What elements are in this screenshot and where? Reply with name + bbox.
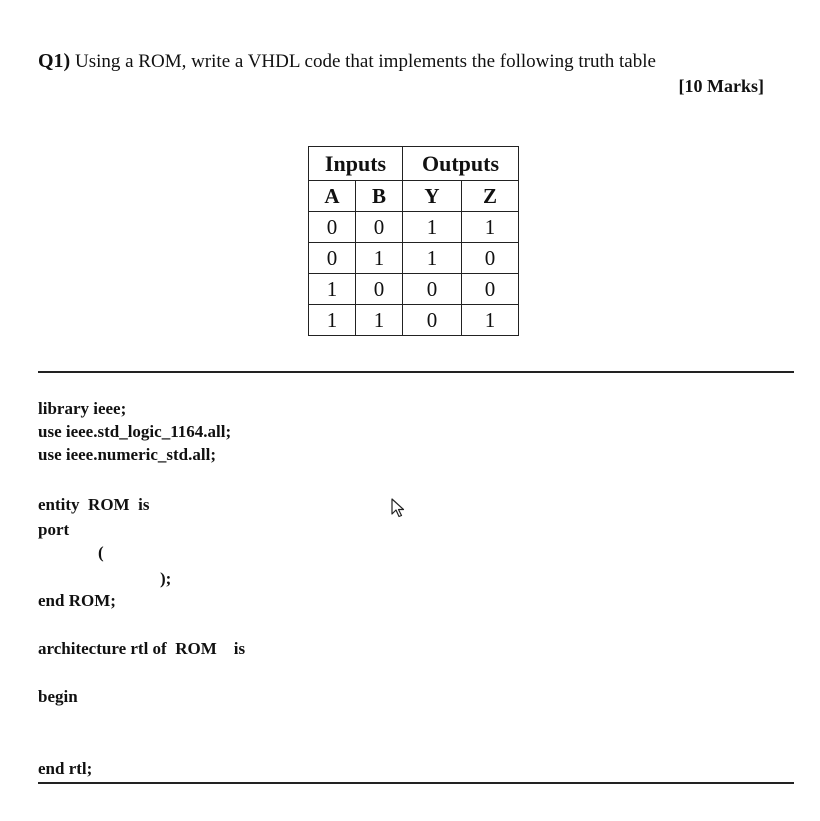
- table-cell: 1: [309, 305, 356, 336]
- truth-table-column-header-row: [309, 181, 519, 212]
- table-cell: 0: [309, 212, 356, 243]
- code-entity-line: entity ROM is: [38, 495, 150, 514]
- question-text: Using a ROM, write a VHDL code that implements the following truth table: [70, 51, 656, 72]
- section-divider-top: [38, 371, 794, 373]
- column-header-z: Z: [462, 181, 519, 212]
- code-close-paren: );: [160, 569, 172, 588]
- code-architecture-line: architecture rtl of ROM is: [38, 639, 246, 658]
- table-cell: 1: [356, 243, 403, 274]
- code-begin-line: begin: [38, 687, 78, 706]
- question-heading: [38, 50, 656, 73]
- table-cell: 0: [462, 243, 519, 274]
- table-row: [309, 305, 519, 336]
- table-cell: 0: [403, 274, 462, 305]
- table-cell: 0: [356, 212, 403, 243]
- table-cell: 0: [462, 274, 519, 305]
- outputs-header: Outputs: [403, 147, 519, 181]
- truth-table-group-header-row: [309, 147, 519, 181]
- mouse-pointer-icon: [391, 498, 405, 518]
- table-cell: 0: [356, 274, 403, 305]
- column-header-b: B: [356, 181, 403, 212]
- table-row: [309, 243, 519, 274]
- truth-table: [308, 146, 519, 336]
- inputs-header: Inputs: [309, 147, 403, 181]
- code-use-line-2: use ieee.numeric_std.all;: [38, 445, 216, 464]
- table-cell: 1: [462, 305, 519, 336]
- code-end-arch-line: end rtl;: [38, 759, 93, 778]
- section-divider-bottom: [38, 782, 794, 784]
- marks-label: [10 Marks]: [678, 76, 764, 96]
- column-header-y: Y: [403, 181, 462, 212]
- table-row: [309, 274, 519, 305]
- table-cell: 1: [309, 274, 356, 305]
- code-end-entity-line: end ROM;: [38, 591, 116, 610]
- table-cell: 1: [356, 305, 403, 336]
- code-use-line-1: use ieee.std_logic_1164.all;: [38, 422, 232, 441]
- question-number: Q1): [38, 50, 71, 72]
- code-port-line: port: [38, 520, 70, 539]
- table-cell: 0: [403, 305, 462, 336]
- table-cell: 1: [462, 212, 519, 243]
- code-open-paren: (: [98, 543, 104, 562]
- code-library-line: library ieee;: [38, 399, 127, 418]
- table-cell: 0: [309, 243, 356, 274]
- table-cell: 1: [403, 212, 462, 243]
- table-cell: 1: [403, 243, 462, 274]
- table-row: [309, 212, 519, 243]
- column-header-a: A: [309, 181, 356, 212]
